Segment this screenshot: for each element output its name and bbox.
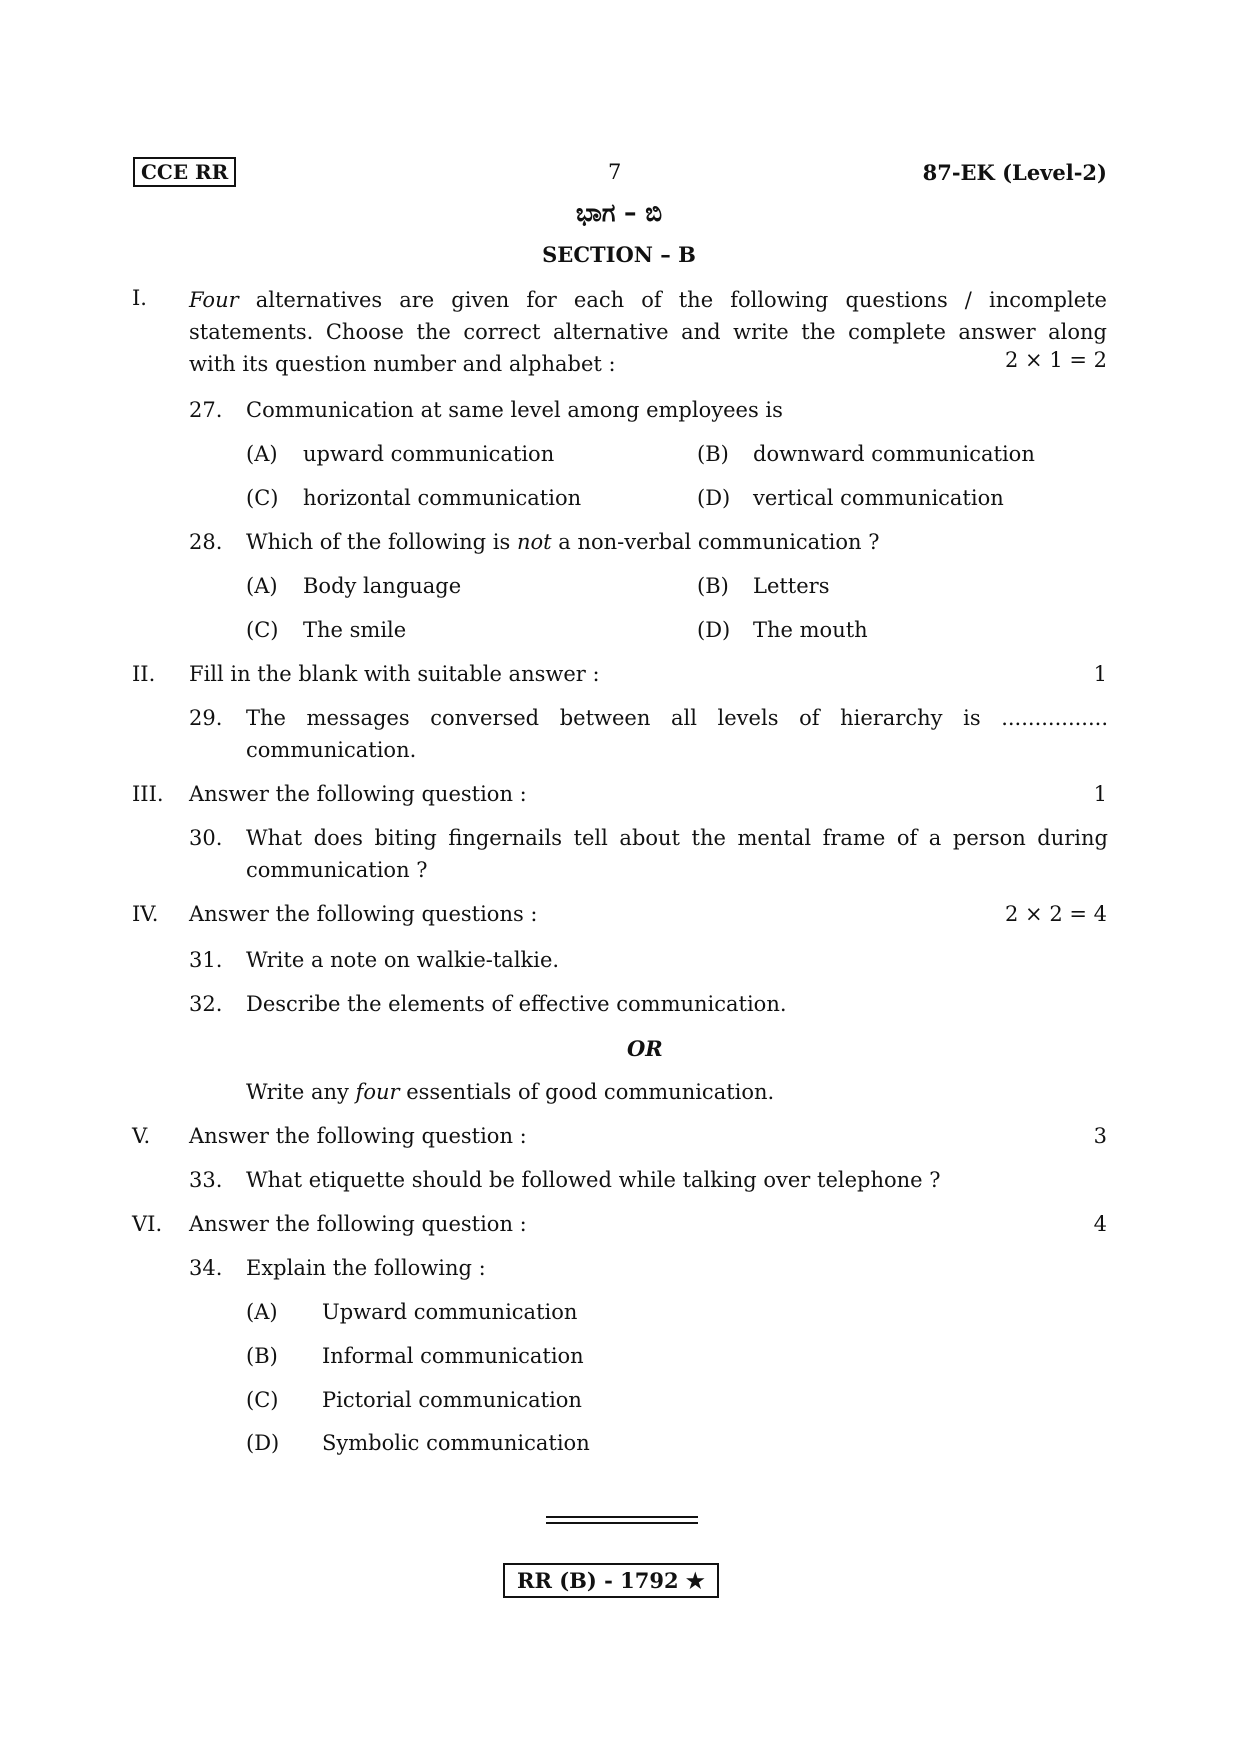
q27-option-d-text: vertical communication — [753, 486, 1004, 510]
q31-number: 31. — [189, 948, 223, 972]
part3-instruction: Answer the following question : — [189, 782, 527, 806]
q28-option-b-text: Letters — [753, 574, 830, 598]
part4-marks: 2 × 2 = 4 — [1005, 902, 1107, 926]
q30-number: 30. — [189, 826, 223, 850]
q27-option-c-text: horizontal communication — [303, 486, 582, 510]
q29-number: 29. — [189, 706, 223, 730]
q33-number: 33. — [189, 1168, 223, 1192]
q34-item-b-text: Informal communication — [322, 1344, 584, 1368]
q28-number: 28. — [189, 530, 223, 554]
part1-instruction-italic: Four — [189, 288, 239, 312]
q34-item-c-letter: (C) — [246, 1388, 279, 1412]
q31-text: Write a note on walkie-talkie. — [246, 948, 560, 972]
page-number: 7 — [608, 160, 622, 184]
q27-option-a-text: upward communication — [303, 442, 555, 466]
q28-text: Which of the following is not a non-verbal communication ? — [246, 530, 880, 554]
q28-option-c-letter: (C) — [246, 618, 279, 642]
q27-option-b-text: downward communication — [753, 442, 1035, 466]
q34-item-d-letter: (D) — [246, 1431, 280, 1455]
q33-text: What etiquette should be followed while talking over telephone ? — [246, 1168, 941, 1192]
q28-option-a-letter: (A) — [246, 574, 278, 598]
or-label: OR — [627, 1036, 663, 1061]
part4-instruction: Answer the following questions : — [189, 902, 538, 926]
part-title-kannada: ಭಾಗ – ಬಿ — [575, 198, 663, 227]
part6-instruction: Answer the following question : — [189, 1212, 527, 1236]
part6-roman: VI. — [132, 1212, 163, 1236]
part1-instruction — [189, 284, 1107, 380]
part4-roman: IV. — [132, 902, 159, 926]
part1-marks: 2 × 1 = 2 — [1005, 348, 1107, 372]
q34-item-b-letter: (B) — [246, 1344, 278, 1368]
q28-option-d-letter: (D) — [697, 618, 731, 642]
part2-instruction: Fill in the blank with suitable answer : — [189, 662, 600, 686]
part3-marks: 1 — [1093, 782, 1107, 806]
header-right-code: 87-EK (Level-2) — [922, 160, 1107, 185]
q32-text: Describe the elements of effective communication. — [246, 992, 787, 1016]
q34-item-a-letter: (A) — [246, 1300, 278, 1324]
q29-text: The messages conversed between all levels of hierarchy is ................ communication. — [246, 706, 1108, 762]
q28-option-d-text: The mouth — [753, 618, 868, 642]
part5-marks: 3 — [1093, 1124, 1107, 1148]
section-title: SECTION – B — [542, 242, 696, 267]
q27-option-d-letter: (D) — [697, 486, 731, 510]
q30-text: What does biting fingernails tell about the mental frame of a person during communication ? — [246, 826, 1108, 882]
part5-instruction: Answer the following question : — [189, 1124, 527, 1148]
q34-number: 34. — [189, 1256, 223, 1280]
q28-option-b-letter: (B) — [697, 574, 729, 598]
end-rule-bottom — [546, 1522, 698, 1524]
end-rule-top — [546, 1516, 698, 1518]
q27-option-a-letter: (A) — [246, 442, 278, 466]
q28-option-c-text: The smile — [303, 618, 407, 642]
part1-instruction-line3: with its question number and alphabet : — [189, 352, 616, 376]
part2-roman: II. — [132, 662, 156, 686]
header-left-code: CCE RR — [133, 157, 236, 187]
q27-option-b-letter: (B) — [697, 442, 729, 466]
q27-text: Communication at same level among employees is — [246, 398, 783, 422]
q34-item-c-text: Pictorial communication — [322, 1388, 582, 1412]
part1-roman: I. — [132, 286, 147, 310]
q34-item-a-text: Upward communication — [322, 1300, 578, 1324]
q32-number: 32. — [189, 992, 223, 1016]
q32-alternative-text: Write any four essentials of good communication. — [246, 1080, 775, 1104]
footer-code: RR (B) - 1792 ★ — [503, 1563, 719, 1598]
q34-text: Explain the following : — [246, 1256, 486, 1280]
part1-instruction-line1: alternatives are given for each of the following questions / incomplete — [255, 288, 1107, 312]
part6-marks: 4 — [1093, 1212, 1107, 1236]
part2-marks: 1 — [1093, 662, 1107, 686]
part3-roman: III. — [132, 782, 164, 806]
q27-option-c-letter: (C) — [246, 486, 279, 510]
part5-roman: V. — [132, 1124, 151, 1148]
part1-instruction-line2: statements. Choose the correct alternative and write the complete answer along — [189, 320, 1107, 344]
q27-number: 27. — [189, 398, 223, 422]
q28-option-a-text: Body language — [303, 574, 462, 598]
q34-item-d-text: Symbolic communication — [322, 1431, 590, 1455]
